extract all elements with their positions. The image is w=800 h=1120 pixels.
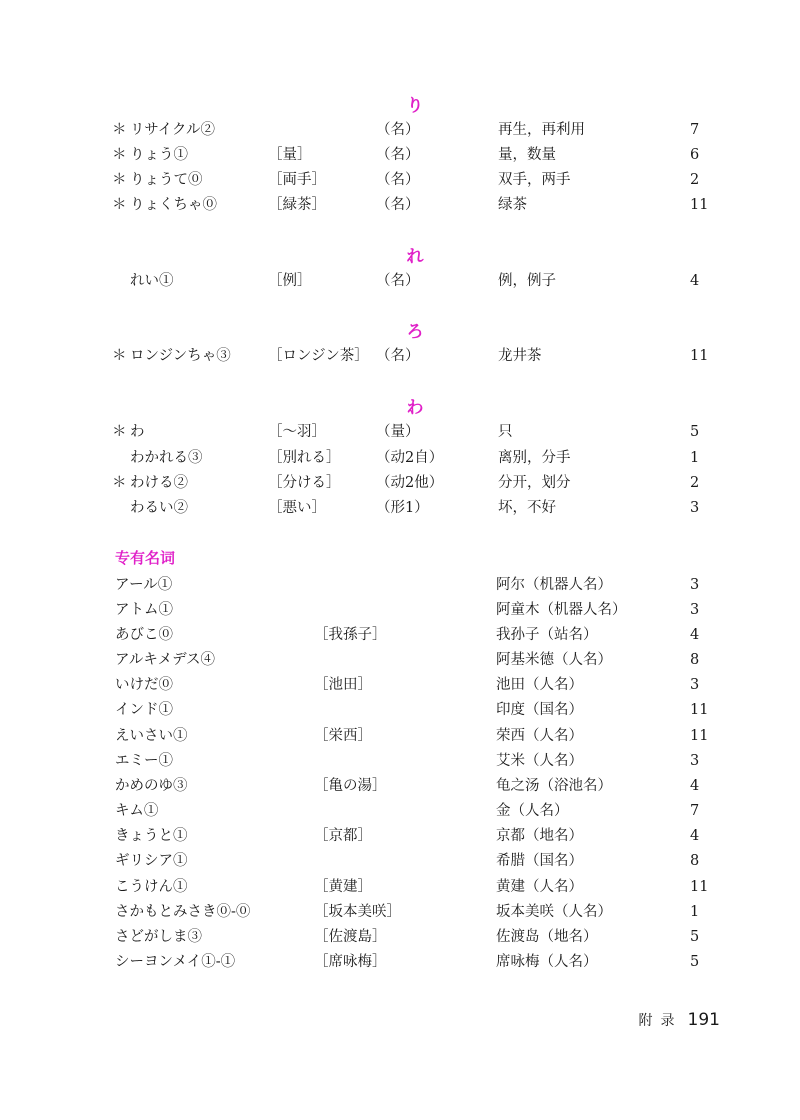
entry-meaning: 京都（地名） xyxy=(496,828,583,844)
table-row xyxy=(0,800,800,822)
entry-word: さどがしま③ xyxy=(115,929,202,945)
entry-kanji: ［別れる］ xyxy=(268,450,341,466)
entry-part-of-speech: （名） xyxy=(376,197,420,213)
table-row xyxy=(0,725,800,747)
entry-meaning: 阿基米德（人名） xyxy=(496,652,612,668)
entry-kanji: ［席咏梅］ xyxy=(314,954,387,970)
entry-meaning: 离别，分手 xyxy=(498,450,571,466)
entry-word: アール① xyxy=(115,577,173,593)
entry-word: アトム① xyxy=(115,602,173,618)
entry-kanji: ［ロンジン茶］ xyxy=(268,348,369,364)
entry-lesson: 8 xyxy=(690,853,700,869)
entry-kanji: ［緑茶］ xyxy=(268,197,326,213)
entry-part-of-speech: （动2自） xyxy=(376,450,444,466)
entry-word: キム① xyxy=(115,803,159,819)
entry-kanji: ［分ける］ xyxy=(268,475,341,491)
table-row xyxy=(0,624,800,646)
table-row xyxy=(0,345,800,367)
entry-word: あびこ⓪ xyxy=(115,627,173,643)
new-word-marker: ＊ xyxy=(112,475,127,491)
entry-meaning: 希腊（国名） xyxy=(496,853,583,869)
table-row xyxy=(0,497,800,519)
entry-meaning: 龟之汤（浴池名） xyxy=(496,778,612,794)
table-row xyxy=(0,951,800,973)
entry-kanji: ［両手］ xyxy=(268,172,326,188)
entry-meaning: 金（人名） xyxy=(496,803,569,819)
entry-part-of-speech: （名） xyxy=(376,273,420,289)
entry-word: わかれる③ xyxy=(130,450,203,466)
entry-lesson: 8 xyxy=(690,652,700,668)
entry-meaning: 分开，划分 xyxy=(498,475,571,491)
entry-word: りょうて⓪ xyxy=(130,172,203,188)
table-row xyxy=(0,825,800,847)
entry-word: リサイクル② xyxy=(130,122,215,138)
table-row xyxy=(0,850,800,872)
entry-word: れい① xyxy=(130,273,174,289)
entry-lesson: 5 xyxy=(690,929,700,945)
entry-lesson: 2 xyxy=(690,475,700,491)
entry-lesson: 6 xyxy=(690,147,700,163)
section-heading-wa: わ xyxy=(406,398,424,418)
table-row xyxy=(0,926,800,948)
entry-word: アルキメデス④ xyxy=(115,652,216,668)
entry-meaning: 坂本美咲（人名） xyxy=(496,904,612,920)
table-row xyxy=(0,750,800,772)
entry-lesson: 3 xyxy=(690,753,700,769)
entry-lesson: 1 xyxy=(690,450,700,466)
entry-kanji: ［亀の湯］ xyxy=(314,778,387,794)
new-word-marker: ＊ xyxy=(112,348,127,364)
entry-word: わるい② xyxy=(130,500,188,516)
entry-meaning: 量，数量 xyxy=(498,147,556,163)
entry-word: りょう① xyxy=(130,147,188,163)
entry-meaning: 池田（人名） xyxy=(496,677,583,693)
table-row xyxy=(0,421,800,443)
entry-kanji: ［坂本美咲］ xyxy=(314,904,401,920)
entry-word: インド① xyxy=(115,702,173,718)
entry-kanji: ［例］ xyxy=(268,273,312,289)
section-heading-re: れ xyxy=(406,247,424,267)
section-heading-ri: り xyxy=(406,96,424,116)
entry-kanji: ［量］ xyxy=(268,147,312,163)
new-word-marker: ＊ xyxy=(112,147,127,163)
entry-lesson: 11 xyxy=(690,348,709,364)
entry-lesson: 7 xyxy=(690,803,700,819)
entry-word: ロンジンちゃ③ xyxy=(130,348,231,364)
entry-lesson: 3 xyxy=(690,500,700,516)
entry-word: さかもとみさき⓪-⓪ xyxy=(115,904,251,920)
entry-word: りょくちゃ⓪ xyxy=(130,197,217,213)
entry-meaning: 艾米（人名） xyxy=(496,753,583,769)
table-row xyxy=(0,599,800,621)
entry-word: かめのゆ③ xyxy=(115,778,188,794)
entry-kanji: ［池田］ xyxy=(314,677,372,693)
entry-part-of-speech: （量） xyxy=(376,424,420,440)
table-row xyxy=(0,447,800,469)
entry-word: ギリシア① xyxy=(115,853,188,869)
entry-meaning: 只 xyxy=(498,424,513,440)
entry-meaning: 席咏梅（人名） xyxy=(496,954,598,970)
entry-kanji: ［佐渡島］ xyxy=(314,929,387,945)
entry-meaning: 印度（国名） xyxy=(496,702,583,718)
entry-kanji: ［～羽］ xyxy=(268,424,326,440)
entry-part-of-speech: （名） xyxy=(376,172,420,188)
proper-nouns-heading: 专有名词 xyxy=(115,549,176,567)
entry-meaning: 阿尔（机器人名） xyxy=(496,577,612,593)
table-row xyxy=(0,674,800,696)
entry-lesson: 11 xyxy=(690,728,709,744)
table-row xyxy=(0,270,800,292)
entry-lesson: 3 xyxy=(690,602,700,618)
new-word-marker: ＊ xyxy=(112,172,127,188)
entry-lesson: 1 xyxy=(690,904,700,920)
entry-meaning: 阿童木（机器人名） xyxy=(496,602,627,618)
entry-lesson: 3 xyxy=(690,677,700,693)
table-row xyxy=(0,649,800,671)
entry-part-of-speech: （名） xyxy=(376,122,420,138)
entry-kanji: ［悪い］ xyxy=(268,500,326,516)
entry-lesson: 2 xyxy=(690,172,700,188)
entry-meaning: 坏，不好 xyxy=(498,500,556,516)
entry-word: わける② xyxy=(130,475,188,491)
table-row xyxy=(0,144,800,166)
entry-meaning: 我孙子（站名） xyxy=(496,627,598,643)
entry-lesson: 4 xyxy=(690,778,700,794)
entry-lesson: 7 xyxy=(690,122,700,138)
entry-meaning: 黄建（人名） xyxy=(496,879,583,895)
new-word-marker: ＊ xyxy=(112,197,127,213)
table-row xyxy=(0,574,800,596)
entry-lesson: 11 xyxy=(690,879,709,895)
entry-word: えいさい① xyxy=(115,728,188,744)
entry-lesson: 4 xyxy=(690,627,700,643)
entry-kanji: ［黄建］ xyxy=(314,879,372,895)
table-row xyxy=(0,901,800,923)
page-number: 191 xyxy=(687,1010,720,1030)
entry-part-of-speech: （名） xyxy=(376,348,420,364)
table-row xyxy=(0,119,800,141)
entry-word: こうけん① xyxy=(115,879,188,895)
entry-kanji: ［我孫子］ xyxy=(314,627,387,643)
entry-meaning: 佐渡岛（地名） xyxy=(496,929,598,945)
table-row xyxy=(0,775,800,797)
entry-lesson: 4 xyxy=(690,828,700,844)
page-footer xyxy=(620,1010,720,1031)
entry-lesson: 11 xyxy=(690,197,709,213)
entry-meaning: 龙井茶 xyxy=(498,348,542,364)
table-row xyxy=(0,472,800,494)
entry-meaning: 再生，再利用 xyxy=(498,122,585,138)
section-heading-ro: ろ xyxy=(406,322,424,342)
entry-meaning: 荣西（人名） xyxy=(496,728,583,744)
entry-meaning: 例，例子 xyxy=(498,273,556,289)
table-row xyxy=(0,876,800,898)
entry-part-of-speech: （动2他） xyxy=(376,475,444,491)
entry-lesson: 4 xyxy=(690,273,700,289)
entry-meaning: 绿茶 xyxy=(498,197,527,213)
entry-lesson: 5 xyxy=(690,424,700,440)
entry-part-of-speech: （名） xyxy=(376,147,420,163)
entry-word: いけだ⓪ xyxy=(115,677,173,693)
appendix-label: 附录 xyxy=(638,1013,683,1029)
table-row xyxy=(0,699,800,721)
table-row xyxy=(0,194,800,216)
entry-lesson: 3 xyxy=(690,577,700,593)
entry-word: きょうと① xyxy=(115,828,188,844)
table-row xyxy=(0,169,800,191)
entry-word: わ xyxy=(130,424,145,440)
entry-word: エミー① xyxy=(115,753,173,769)
entry-part-of-speech: （形1） xyxy=(376,500,429,516)
new-word-marker: ＊ xyxy=(112,122,127,138)
entry-lesson: 5 xyxy=(690,954,700,970)
entry-kanji: ［京都］ xyxy=(314,828,372,844)
new-word-marker: ＊ xyxy=(112,424,127,440)
entry-word: シーヨンメイ①-① xyxy=(115,954,236,970)
entry-lesson: 11 xyxy=(690,702,709,718)
entry-kanji: ［栄西］ xyxy=(314,728,372,744)
entry-meaning: 双手，两手 xyxy=(498,172,571,188)
